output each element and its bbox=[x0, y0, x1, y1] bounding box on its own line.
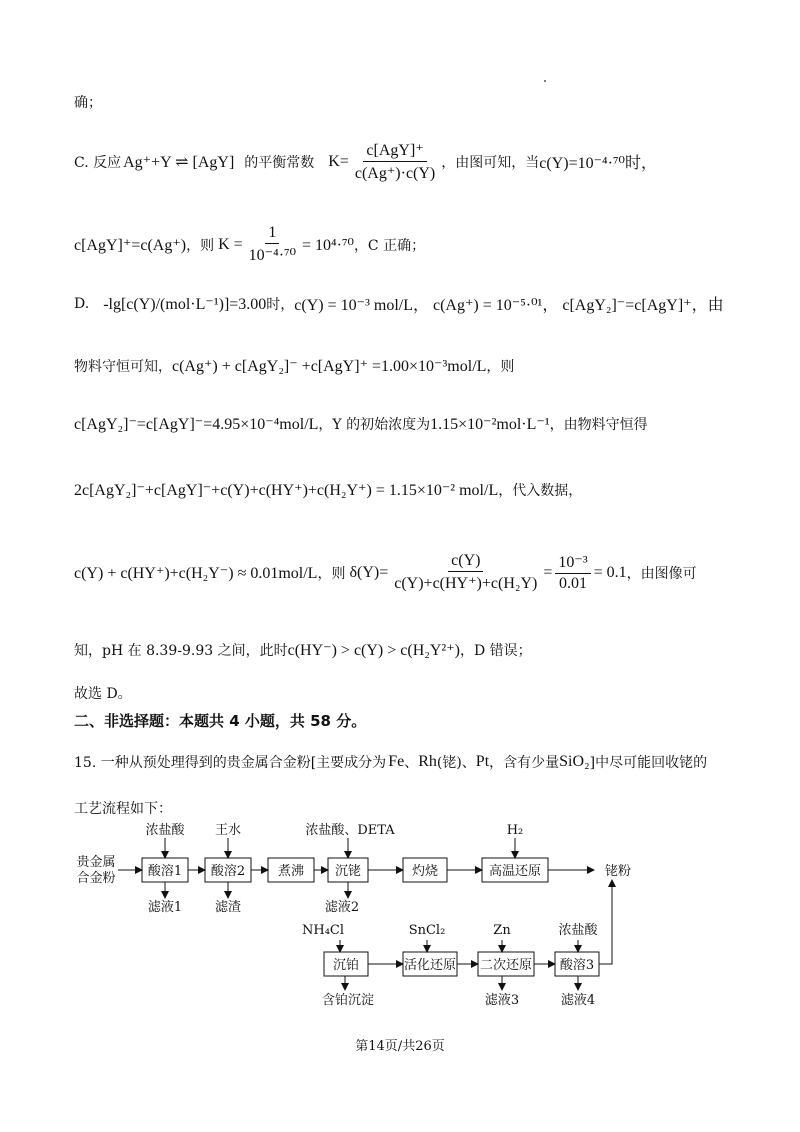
solution-option-d-3 bbox=[74, 414, 648, 434]
q15-text-a: 15. 一种从预处理得到的贵金属合金粉[主要成分为 bbox=[74, 755, 387, 771]
d5-denominator: c(Y)+c(HY⁺)+c(H₂Y) bbox=[394, 575, 538, 592]
c2-result: = 10⁴·⁷⁰ bbox=[302, 236, 354, 254]
input-zn: Zn bbox=[493, 923, 511, 938]
option-d-when: 时， bbox=[266, 296, 295, 313]
q15-text-b: ，含有少量 bbox=[489, 755, 560, 771]
q15-rh: Rh bbox=[418, 753, 437, 770]
d2-end: ，则 bbox=[486, 359, 515, 375]
product-rh-powder: 铑粉 bbox=[604, 864, 632, 879]
d2-text: 物料守恒可知， bbox=[74, 359, 172, 375]
option-d-condition: -lg[c(Y)/(mol·L⁻¹)]=3.00 bbox=[103, 295, 267, 313]
line1-text: 确； bbox=[74, 95, 102, 111]
d5-numerator: c(Y) bbox=[448, 552, 483, 572]
d5-fraction bbox=[391, 552, 540, 593]
option-c-condition: c(Y)=10⁻⁴·⁷⁰时， bbox=[539, 155, 657, 172]
box-acid-dissolve-2 bbox=[205, 858, 251, 882]
d5-delta: δ(Y)= bbox=[349, 563, 389, 581]
d6-end: ，D 错误； bbox=[459, 643, 532, 659]
d6-equation: c(HY⁻) > c(Y) > c(H₂Y²⁺) bbox=[287, 642, 460, 659]
q15-pt: Pt bbox=[475, 753, 490, 770]
option-c-const-label: 的平衡常数 bbox=[244, 154, 315, 171]
d2-equation: c(Ag⁺) + c[AgY₂]⁻ +c[AgY]⁺ =1.00×10⁻³mol/L bbox=[172, 358, 487, 375]
box-boil bbox=[268, 858, 314, 882]
solution-option-d-2 bbox=[74, 356, 514, 376]
label-acid-dissolve-3: 酸溶3 bbox=[559, 958, 595, 973]
section-title: 二、非选择题：本题共 4 小题，共 58 分。 bbox=[74, 712, 367, 730]
d5-fraction-2 bbox=[555, 552, 590, 593]
d4-end: ，代入数据， bbox=[498, 483, 583, 499]
d6-text: 知，pH 在 8.39-9.93 之间，此时 bbox=[74, 643, 288, 659]
input-aqua-regia: 王水 bbox=[214, 823, 242, 838]
q15-fe: Fe bbox=[388, 753, 405, 770]
box-activation-reduction bbox=[403, 952, 457, 976]
solution-option-d-6 bbox=[74, 640, 532, 660]
input-h2: H₂ bbox=[506, 823, 524, 838]
box-high-temp-reduction bbox=[482, 858, 548, 882]
option-c-mid: ，由图可知，当 bbox=[441, 154, 540, 171]
q15-sep: 、 bbox=[404, 755, 419, 771]
box-second-reduction bbox=[478, 952, 534, 976]
output-filtrate-1: 滤液1 bbox=[147, 900, 183, 915]
d3-text: ，Y 的初始浓度为 bbox=[318, 417, 431, 433]
d4-equation: 2c[AgY₂]⁻+c[AgY]⁻+c(Y)+c(HY⁺)+c(H₂Y⁺) = 1.15×10⁻² mol/L bbox=[74, 482, 499, 499]
label-acid-dissolve-1: 酸溶1 bbox=[147, 864, 183, 879]
input-sncl2: SnCl₂ bbox=[408, 923, 446, 938]
output-pt-precipitate: 含铂沉淀 bbox=[321, 993, 375, 1008]
option-c-k-denominator: c(Ag⁺)·c(Y) bbox=[354, 165, 436, 182]
input-nh4cl: NH₄Cl bbox=[301, 923, 345, 938]
option-c-label: C. 反应 bbox=[74, 154, 122, 171]
d3-concentration: 1.15×10⁻²mol·L⁻¹ bbox=[430, 416, 550, 433]
c2-end: ，C 正确； bbox=[353, 237, 426, 254]
d5-equals: = bbox=[543, 563, 553, 581]
d3-end: ，由物料守恒得 bbox=[549, 417, 648, 433]
label-boil: 煮沸 bbox=[277, 864, 305, 879]
input-conc-hcl-2: 浓盐酸 bbox=[558, 923, 598, 938]
c2-equation: c[AgY]⁺=c(Ag⁺) bbox=[74, 236, 187, 254]
label-precipitate-rh: 沉铑 bbox=[334, 864, 362, 879]
solution-line-1 bbox=[74, 92, 102, 112]
solution-option-d-4 bbox=[74, 480, 582, 500]
stray-dot bbox=[544, 80, 546, 82]
d3-equation: c[AgY₂]⁻=c[AgY]⁻=4.95×10⁻⁴mol/L bbox=[74, 416, 319, 433]
box-acid-dissolve-3 bbox=[555, 952, 599, 976]
c2-denominator: 10⁻⁴·⁷⁰ bbox=[248, 247, 297, 264]
solution-option-d-5 bbox=[74, 552, 697, 593]
d5-then: ，则 bbox=[317, 565, 346, 582]
c2-fraction bbox=[246, 224, 299, 265]
option-d-cy: c(Y) = 10⁻³ mol/L， bbox=[294, 297, 429, 314]
input-conc-hcl-deta: 浓盐酸、DETA bbox=[305, 823, 395, 838]
q15-text-d: 工艺流程如下： bbox=[74, 801, 172, 817]
label-precipitate-pt: 沉铂 bbox=[332, 958, 360, 973]
input-conc-hcl-1: 浓盐酸 bbox=[145, 823, 185, 838]
output-filtrate-4: 滤液4 bbox=[560, 993, 596, 1008]
flow-start-line-2: 合金粉 bbox=[76, 871, 116, 886]
flow-start-line-1: 贵金属 bbox=[76, 855, 116, 870]
c2-then: ，则 bbox=[186, 237, 215, 254]
solution-option-c-2 bbox=[74, 224, 425, 265]
q15-sio2: SiO₂ bbox=[559, 753, 590, 770]
solution-option-c bbox=[74, 140, 657, 183]
option-c-k-numerator: c[AgY]⁺ bbox=[363, 140, 426, 162]
output-filtrate-2: 滤液2 bbox=[324, 900, 360, 915]
q15-text-c: ]中尽可能回收铑的 bbox=[589, 755, 708, 771]
d5-denominator-2: 0.01 bbox=[559, 575, 588, 592]
option-c-k-fraction bbox=[352, 140, 438, 183]
d5-end: ，由图像可 bbox=[626, 565, 697, 582]
question-15-line-2 bbox=[74, 798, 172, 818]
q15-rh-note: (铑)、 bbox=[436, 755, 476, 771]
option-d-eq: c[AgY₂]⁻=c[AgY]⁺，由 bbox=[562, 297, 724, 314]
solution-conclusion bbox=[74, 683, 132, 703]
c2-k: K = bbox=[218, 235, 243, 253]
question-15-line-1 bbox=[74, 752, 707, 772]
box-precipitate-pt bbox=[324, 952, 368, 976]
page-footer: 第14页/共26页 bbox=[355, 1039, 445, 1054]
box-calcine bbox=[403, 858, 447, 882]
conclusion-text: 故选 D。 bbox=[74, 686, 132, 702]
label-high-temp-reduction: 高温还原 bbox=[488, 864, 542, 879]
option-c-reaction: Ag⁺+Y ⇌ [AgY] bbox=[123, 153, 235, 171]
option-d-cag: c(Ag⁺) = 10⁻⁵·⁰¹， bbox=[433, 297, 559, 314]
box-acid-dissolve-1 bbox=[142, 858, 188, 882]
option-d-label: D. bbox=[74, 295, 90, 312]
c2-numerator: 1 bbox=[265, 224, 279, 244]
label-activation-reduction: 活化还原 bbox=[403, 958, 457, 973]
label-calcine: 灼烧 bbox=[411, 864, 439, 879]
label-second-reduction: 二次还原 bbox=[479, 958, 533, 973]
d5-result: = 0.1 bbox=[593, 563, 627, 581]
output-filtrate-3: 滤液3 bbox=[484, 993, 520, 1008]
d5-equation: c(Y) + c(HY⁺)+c(H₂Y⁻) ≈ 0.01mol/L bbox=[74, 564, 318, 582]
solution-option-d bbox=[74, 292, 724, 315]
box-precipitate-rh bbox=[328, 858, 368, 882]
output-residue: 滤渣 bbox=[214, 900, 242, 915]
label-acid-dissolve-2: 酸溶2 bbox=[210, 864, 246, 879]
d5-numerator-2: 10⁻³ bbox=[555, 552, 590, 574]
option-c-k: K= bbox=[328, 152, 349, 170]
